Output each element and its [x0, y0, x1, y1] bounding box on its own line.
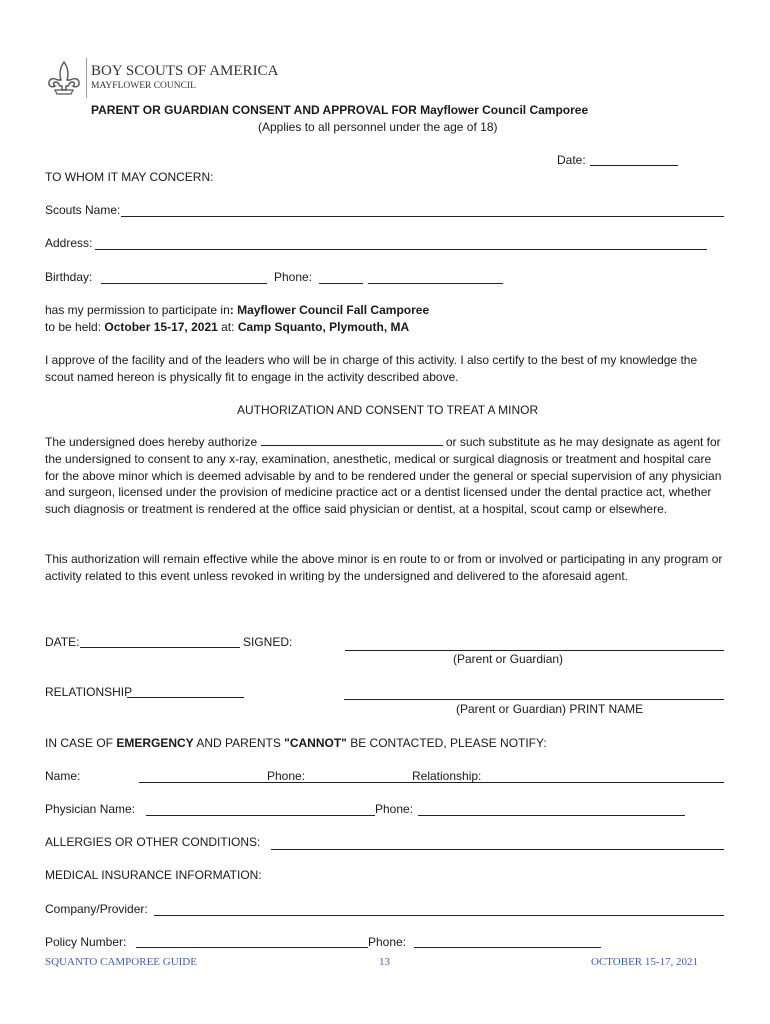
phone-area-field[interactable] [319, 283, 363, 284]
scouts-name-field[interactable] [121, 216, 724, 217]
date-field[interactable] [590, 165, 678, 166]
effective-paragraph: This authorization will remain effective while the above minor is en route to or from or involved or participating in any program or activity related to this event unless revoked in writing by the undersigned and delivered to the aforesaid agent. [45, 552, 723, 583]
print-name-caption: (Parent or Guardian) PRINT NAME [456, 702, 644, 716]
permission-event: : Mayflower Council Fall Camporee [229, 303, 430, 317]
logo-divider [86, 58, 87, 98]
physician-phone-field[interactable] [418, 815, 685, 816]
permission-prefix: has my permission to participate in [45, 303, 230, 317]
signed-label: SIGNED: [243, 635, 293, 649]
contact-relationship-label: Relationship: [412, 769, 482, 783]
form-title: PARENT OR GUARDIAN CONSENT AND APPROVAL FOR Mayflower Council Camporee [91, 103, 589, 117]
signature-date-field[interactable] [80, 647, 240, 648]
phone-label: Phone: [274, 270, 313, 284]
cannot-word: "CANNOT" [284, 736, 347, 750]
to-whom-heading: TO WHOM IT MAY CONCERN: [45, 170, 214, 184]
form-subtitle: (Applies to all personnel under the age of 18) [258, 120, 498, 134]
relationship-field[interactable] [127, 697, 244, 698]
policy-phone-field[interactable] [414, 947, 601, 948]
held-at: at: [217, 320, 238, 334]
policy-phone-label: Phone: [368, 935, 407, 949]
policy-label: Policy Number: [45, 935, 127, 949]
approval-paragraph: I approve of the facility and of the leaders who will be in charge of this activity. I also certify to the best of my knowledge the scout named hereon is physically fit to engage in the activity described above. [45, 353, 698, 384]
auth-text: or such substitute as he may designate as agent for the undersigned to consent to any x-ray, examination, anesthetic, medical or surgical diagnosis or treatment and hospital care for the above minor which is deemed advisable by and to be rendered under the general or special supervision of any physician and surgeon, licensed under the provision of medicine practice act or a dentist licensed under the dental practice act, whether such diagnosis or treatment is rendered at the office said physician or dentist, at a hospital, scout camp or elsewhere. [45, 435, 722, 517]
date-caps-label: DATE: [45, 635, 80, 649]
print-name-field[interactable] [344, 699, 724, 700]
physician-phone-label: Phone: [375, 802, 414, 816]
birthday-label: Birthday: [45, 270, 93, 284]
held-location: Camp Squanto, Plymouth, MA [237, 320, 410, 334]
org-name: BOY SCOUTS OF AMERICA [91, 63, 279, 79]
council-name: MAYFLOWER COUNCIL [91, 81, 196, 91]
contact-phone-label: Phone: [267, 769, 306, 783]
held-line [45, 320, 409, 334]
allergies-label: ALLERGIES OR OTHER CONDITIONS: [45, 835, 261, 849]
insurance-label: MEDICAL INSURANCE INFORMATION: [45, 868, 262, 882]
scouts-name-label: Scouts Name: [45, 203, 121, 217]
held-prefix: to be held: [45, 320, 105, 334]
phone-number-field[interactable] [368, 283, 503, 284]
auth-prefix: The undersigned does hereby authorize [45, 435, 258, 449]
contact-name-label: Name: [45, 769, 81, 783]
emergency-suffix: BE CONTACTED, PLEASE NOTIFY: [346, 736, 547, 750]
authorized-person-field[interactable] [261, 434, 443, 446]
auth-heading: AUTHORIZATION AND CONSENT TO TREAT A MINOR [237, 403, 539, 417]
company-label: Company/Provider: [45, 902, 148, 916]
policy-number-field[interactable] [136, 947, 368, 948]
permission-line [45, 303, 429, 317]
footer-dates: OCTOBER 15-17, 2021 [591, 956, 699, 968]
address-field[interactable] [95, 249, 707, 250]
signature-field[interactable] [345, 650, 724, 651]
bsa-logo [46, 60, 82, 101]
auth-paragraph [45, 434, 725, 518]
physician-name-field[interactable] [146, 815, 375, 816]
bsa-fleur-de-lis-icon [46, 60, 82, 98]
parent-caption: (Parent or Guardian) [453, 652, 564, 666]
physician-label: Physician Name: [45, 802, 136, 816]
emergency-word: EMERGENCY [116, 736, 194, 750]
emergency-prefix: IN CASE OF [45, 736, 117, 750]
birthday-field[interactable] [101, 283, 267, 284]
company-field[interactable] [154, 915, 724, 916]
emergency-heading [45, 736, 547, 750]
emergency-mid: AND PARENTS [193, 736, 285, 750]
relationship-label: RELATIONSHIP [45, 685, 133, 699]
allergies-field[interactable] [271, 849, 724, 850]
footer-page-number: 13 [379, 956, 390, 968]
address-label: Address: [45, 236, 93, 250]
footer-guide-name: SQUANTO CAMPOREE GUIDE [45, 956, 197, 968]
held-dates: October 15-17, 2021 [104, 320, 218, 334]
date-label: Date: [557, 153, 586, 167]
